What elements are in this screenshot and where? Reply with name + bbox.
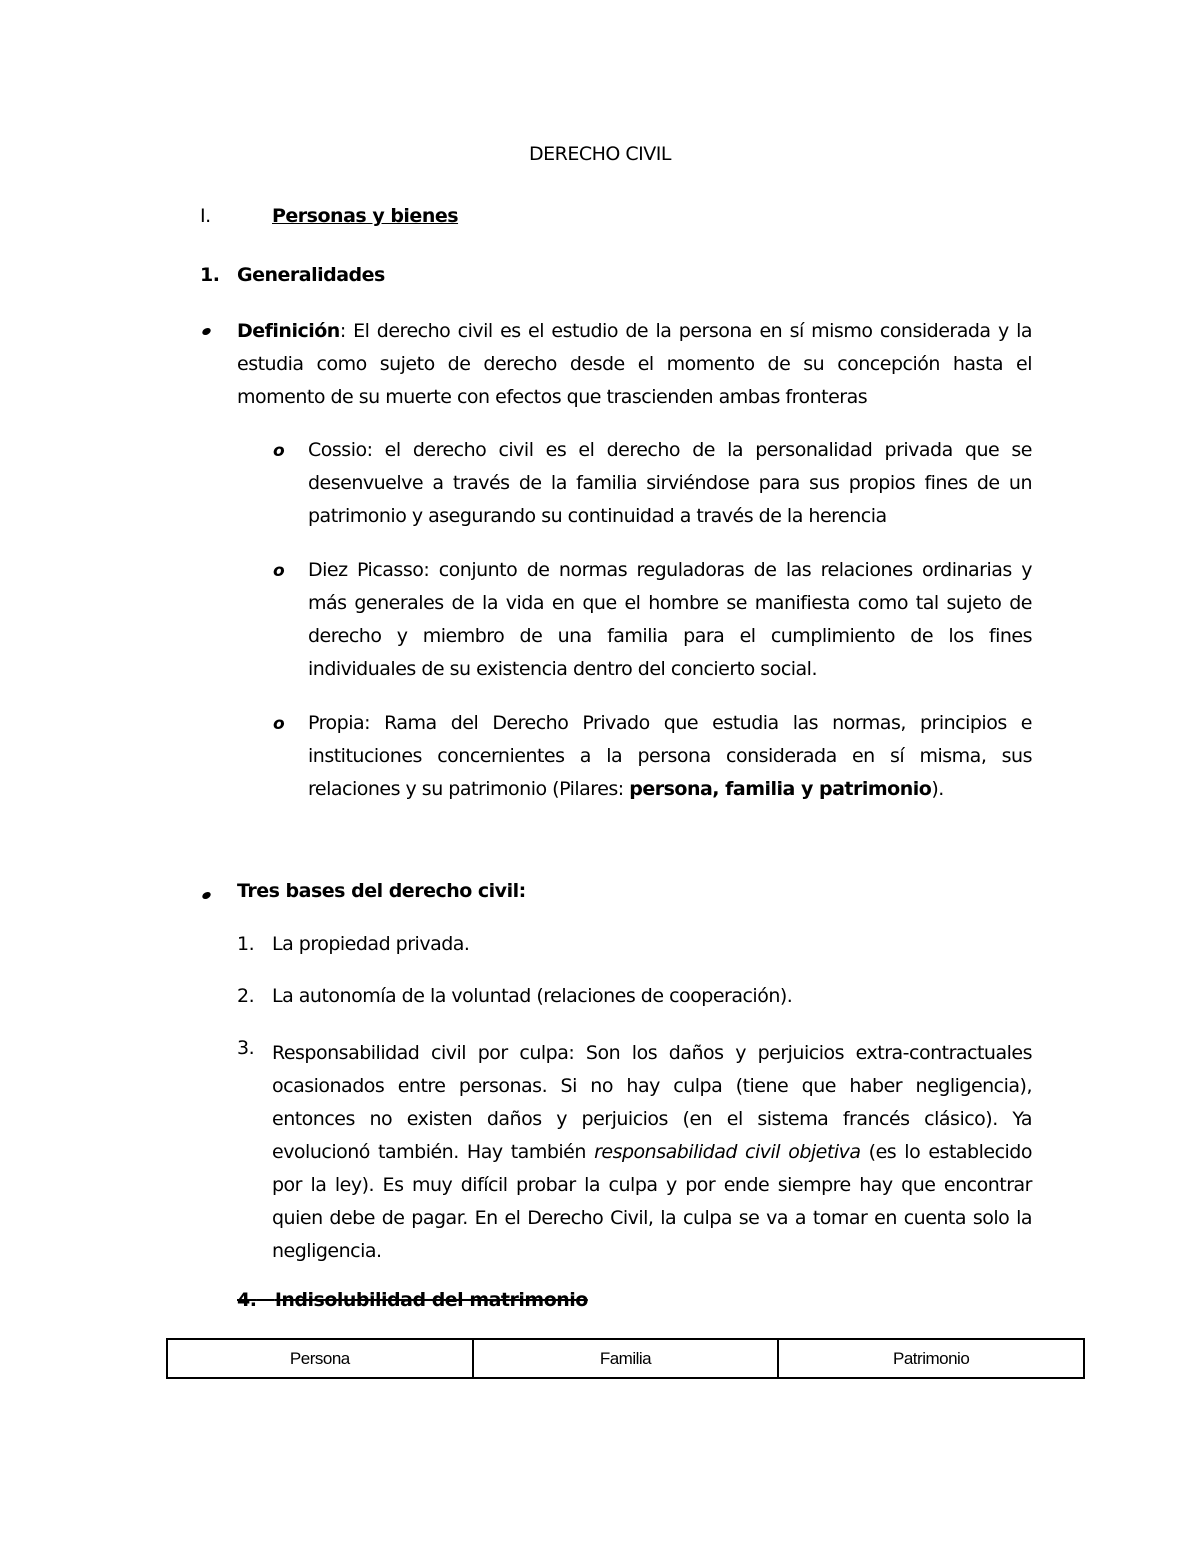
- list-item-number: 3.: [237, 1037, 255, 1059]
- table-cell-patrimonio: Patrimonio: [778, 1339, 1084, 1378]
- responsabilidad-text-end: (es lo establecido por la ley). Es muy difícil probar la culpa y por ende siempre hay que encontrar quien debe de pagar. En el Derecho Civil, la culpa se va a tomar en cuenta solo la negligencia.: [272, 1141, 1032, 1262]
- list-item-number: 4.: [237, 1289, 257, 1311]
- section-title: Personas y bienes: [272, 205, 459, 227]
- table-cell-persona: Persona: [167, 1339, 473, 1378]
- pillars-table: [166, 1338, 1085, 1379]
- definition-label: Definición: [237, 320, 340, 342]
- definition-paragraph: [237, 315, 1032, 414]
- circle-bullet-icon: o: [273, 561, 285, 581]
- circle-bullet-icon: o: [273, 441, 285, 461]
- list-item: La autonomía de la voluntad (relaciones de cooperación).: [272, 985, 793, 1007]
- propia-end: ).: [931, 778, 944, 800]
- bases-heading: Tres bases del derecho civil:: [237, 880, 526, 902]
- list-item-text: Indisolubilidad del matrimonio: [274, 1289, 588, 1311]
- section-number: I.: [200, 205, 211, 227]
- subsection-title: Generalidades: [237, 264, 385, 286]
- responsabilidad-text: Responsabilidad civil por culpa: Son los daños y perjuicios extra-contractuales ocasionados entre personas. Si no hay culpa (tiene que haber negligencia), entonces no existen daños y perjuicios (en el sistema francés clásico). Ya evolucionó también. Hay también: [272, 1042, 1032, 1163]
- document-title: DERECHO CIVIL: [529, 143, 671, 165]
- table-row: [167, 1339, 1084, 1378]
- bullet-icon: [201, 327, 212, 337]
- circle-bullet-icon: o: [273, 714, 285, 734]
- sub-definition-cossio: Cossio: el derecho civil es el derecho de la personalidad privada que se desenvuelve a través de la familia sirviéndose para sus propios fines de un patrimonio y asegurando su continuidad a través de la herencia: [308, 439, 1032, 527]
- struck-list-item: [237, 1289, 588, 1311]
- pilares-bold: persona, familia y patrimonio: [629, 778, 932, 800]
- list-item-number: 1.: [237, 933, 255, 955]
- sub-definition-propia: [308, 707, 1032, 806]
- bullet-icon: [201, 891, 212, 901]
- table-cell-familia: Familia: [473, 1339, 779, 1378]
- list-item-responsabilidad: [272, 1037, 1032, 1268]
- propia-text: Propia: Rama del Derecho Privado que estudia las normas, principios e instituciones concernientes a la persona considerada en sí misma, sus relaciones y su patrimonio (Pilares:: [308, 712, 1032, 800]
- list-item-number: 2.: [237, 985, 255, 1007]
- responsabilidad-italic: responsabilidad civil objetiva: [594, 1141, 861, 1163]
- sub-definition-diez-picasso: Diez Picasso: conjunto de normas reguladoras de las relaciones ordinarias y más generales de la vida en que el hombre se manifiesta como tal sujeto de derecho y miembro de una familia para el cumplimiento de los fines individuales de su existencia dentro del concierto social.: [308, 559, 1032, 680]
- subsection-number: 1.: [200, 264, 220, 286]
- definition-text: : El derecho civil es el estudio de la persona en sí mismo considerada y la estudia como sujeto de derecho desde el momento de su concepción hasta el momento de su muerte con efectos que trascienden ambas fronteras: [237, 320, 1032, 408]
- list-item: La propiedad privada.: [272, 933, 470, 955]
